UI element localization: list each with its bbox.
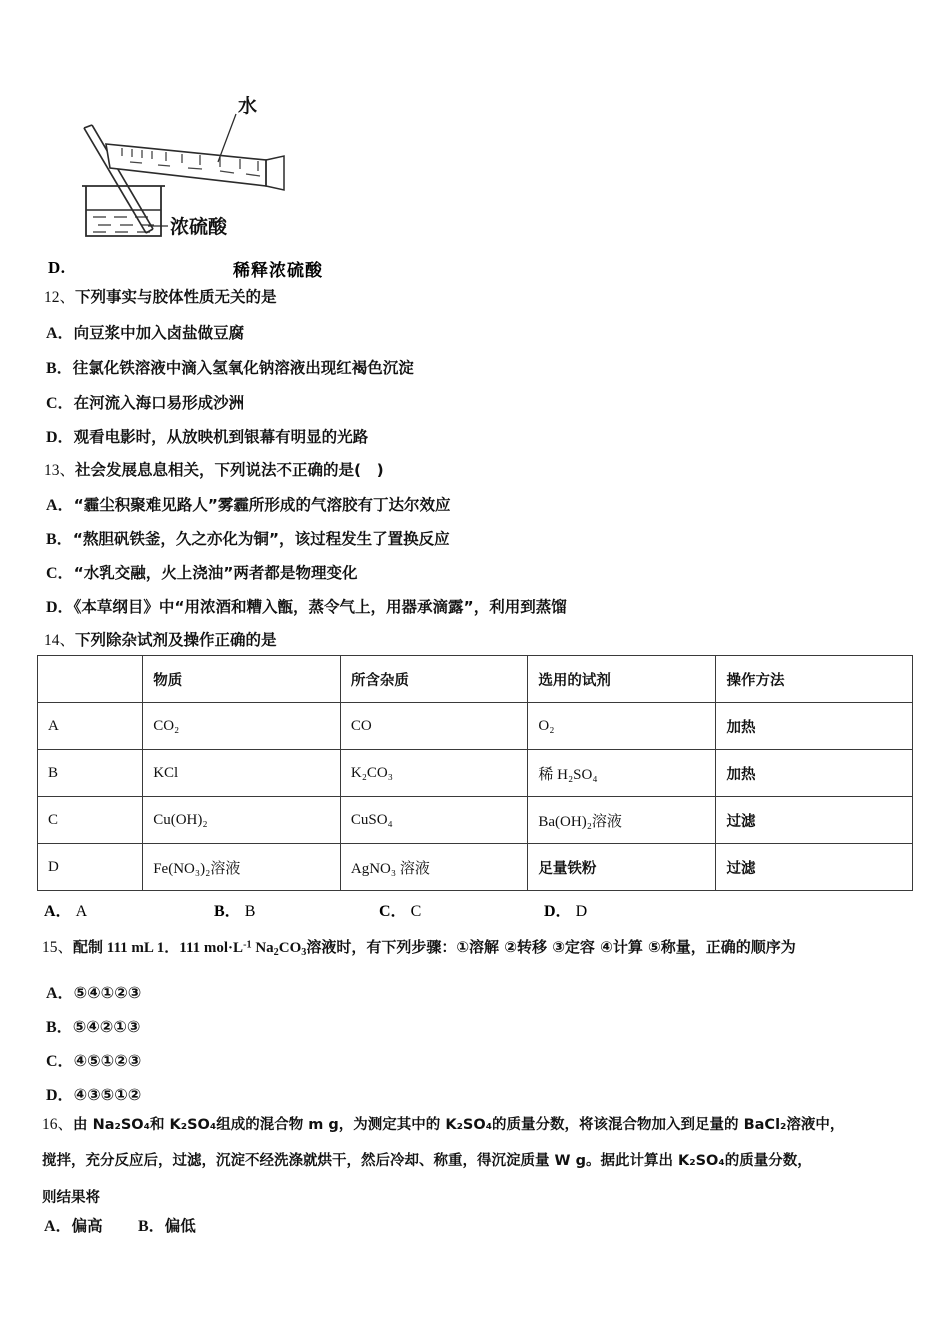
option-letter: C． [46,395,74,412]
row-index: C [38,797,143,844]
question-12-option-d[interactable] [46,424,368,447]
question-13-number: 13、 [44,462,76,479]
question-15-option-d[interactable] [46,1082,141,1105]
option-letter: D． [46,1087,74,1104]
question-13-stem [44,458,384,480]
option-letter: D． [544,903,572,920]
option-text: 向豆浆中加入卤盐做豆腐 [73,324,245,342]
option-text: ④③⑤①② [73,1085,142,1104]
row-reagent: O₂ [528,703,716,750]
table-header-index [38,656,143,703]
row-index: B [38,750,143,797]
question-15-stem-part4: 溶液时，有下列步骤：①溶解 ②转移 ③定容 ④计算 ⑤称量，正确的顺序为 [306,938,796,956]
table-row [38,844,913,891]
option-text: D [575,903,588,920]
table-row [38,703,913,750]
option-letter: A． [46,497,74,514]
row-impurity: AgNO₃ 溶液 [340,844,528,891]
row-reagent: 足量铁粉 [528,844,716,891]
row-method: 过滤 [716,797,913,844]
row-impurity: CuSO₄ [340,797,528,844]
option-letter: C． [46,565,74,582]
diagram-label-concentrated-acid: 浓硫酸 [170,216,228,238]
question-15-stem-part2: Na [251,940,274,956]
option-letter: A． [44,903,72,920]
question-16-line-2 [42,1149,812,1170]
row-method: 加热 [716,750,913,797]
table-row [38,750,913,797]
row-index: A [38,703,143,750]
question-16-option-a[interactable] [44,1213,103,1236]
question-14-answer-d[interactable] [544,898,587,921]
row-impurity: CO [340,703,528,750]
question-12-option-b[interactable] [46,355,414,378]
question-12-stem [44,285,277,307]
question-15-stem [42,935,796,958]
question-13-option-c[interactable] [46,560,357,583]
row-method: 过滤 [716,844,913,891]
question-14-answer-a[interactable] [44,898,87,921]
impurity-removal-table [37,655,913,891]
option-text: 观看电影时，从放映机到银幕有明显的光路 [73,428,369,446]
option-text: 偏高 [71,1217,103,1235]
question-16-option-b[interactable] [138,1213,196,1236]
question-12-option-a[interactable] [46,320,244,343]
question-14-answer-b[interactable] [214,898,255,921]
option-letter: A． [46,985,74,1002]
option-letter: A． [46,325,74,342]
na-subscript: 2 [273,946,279,958]
option-text: “水乳交融，火上浇油”两者都是物理变化 [73,564,358,582]
question-13-option-b[interactable] [46,526,450,549]
question-16-line-1 [42,1112,844,1134]
option-text: ⑤④①②③ [73,983,142,1002]
question-16-line-3 [42,1186,100,1207]
row-index: D [38,844,143,891]
diagram-label-water: 水 [238,95,258,117]
row-method: 加热 [716,703,913,750]
option-text: 偏低 [164,1217,196,1235]
option-letter: D． [46,599,74,616]
option-letter: A． [44,1218,72,1235]
question-16-line1-text: 由 Na₂SO₄和 K₂SO₄组成的混合物 m g，为测定其中的 K₂SO₄的质量分数，将该混合物加入到足量的 BaCl₂溶液中， [73,1117,845,1133]
option-text: “霾尘积聚难见路人”雾霾所形成的气溶胶有丁达尔效应 [73,496,451,514]
question-12-stem-text: 下列事实与胶体性质无关的是 [75,288,277,306]
question-14-stem [44,628,277,650]
option-text: 《本草纲目》中“用浓酒和糟入甑，蒸令气上，用器承滴露”，利用到蒸馏 [73,598,567,616]
option-letter: B． [138,1218,165,1235]
question-13-stem-text: 社会发展息息相关，下列说法不正确的是( ) [75,461,384,479]
question-16-line3-text: 则结果将 [42,1190,100,1206]
option-text: C [410,903,422,920]
row-reagent: 稀 H₂SO₄ [528,750,716,797]
diagram-option-d [0,86,950,281]
diagram-caption: 稀释浓硫酸 [233,261,323,281]
option-letter: B． [46,1019,73,1036]
option-text: “熬胆矾铁釜，久之亦化为铜”，该过程发生了置换反应 [72,530,450,548]
option-letter: C． [379,903,407,920]
row-substance: Fe(NO₃)₂溶液 [143,844,341,891]
option-letter: D． [46,429,74,446]
option-letter: B． [46,360,73,377]
row-substance: KCl [143,750,341,797]
option-text: 在河流入海口易形成沙洲 [73,394,245,412]
question-14-answer-c[interactable] [379,898,421,921]
question-15-stem-part1: 配制 111 mL 1．111 mol·L [73,940,244,956]
question-15-stem-sup: -1 [243,939,252,951]
option-text: B [244,903,256,920]
question-13-option-d[interactable] [46,594,567,617]
question-15-option-b[interactable] [46,1014,140,1037]
co3-subscript: 3 [301,946,307,958]
table-header-row [38,656,913,703]
row-impurity: K₂CO₃ [340,750,528,797]
question-15-number: 15、 [42,939,74,956]
row-substance: CO₂ [143,703,341,750]
question-14-number: 14、 [44,632,76,649]
question-14-stem-text: 下列除杂试剂及操作正确的是 [75,631,277,649]
question-14-answers [44,898,924,918]
table-header-impurity: 所含杂质 [340,656,528,703]
option-letter: C． [46,1053,74,1070]
option-text: A [75,903,88,920]
question-16-line2-text: 搅拌，充分反应后，过滤，沉淀不经洗涤就烘干，然后冷却、称重，得沉淀质量 W g。据此计算出 K₂SO₄的质量分数， [42,1153,812,1169]
option-text: 往氯化铁溶液中滴入氢氧化钠溶液出现红褐色沉淀 [72,359,414,377]
option-letter: B． [214,903,241,920]
table-row [38,797,913,844]
question-16-number: 16、 [42,1116,74,1133]
table-header-method: 操作方法 [716,656,913,703]
question-13-option-a[interactable] [46,492,450,515]
dilute-sulfuric-acid-diagram [70,86,380,261]
option-letter-d: D. [48,258,66,277]
row-reagent: Ba(OH)₂溶液 [528,797,716,844]
option-letter: B． [46,531,73,548]
question-12-option-c[interactable] [46,390,244,413]
question-15-option-c[interactable] [46,1048,141,1071]
row-substance: Cu(OH)₂ [143,797,341,844]
question-15-stem-part3: CO [278,940,302,956]
question-15-option-a[interactable] [46,980,141,1003]
table-header-reagent: 选用的试剂 [528,656,716,703]
option-text: ⑤④②①③ [72,1017,141,1036]
option-text: ④⑤①②③ [73,1051,142,1070]
table-header-substance: 物质 [143,656,341,703]
question-12-number: 12、 [44,289,76,306]
